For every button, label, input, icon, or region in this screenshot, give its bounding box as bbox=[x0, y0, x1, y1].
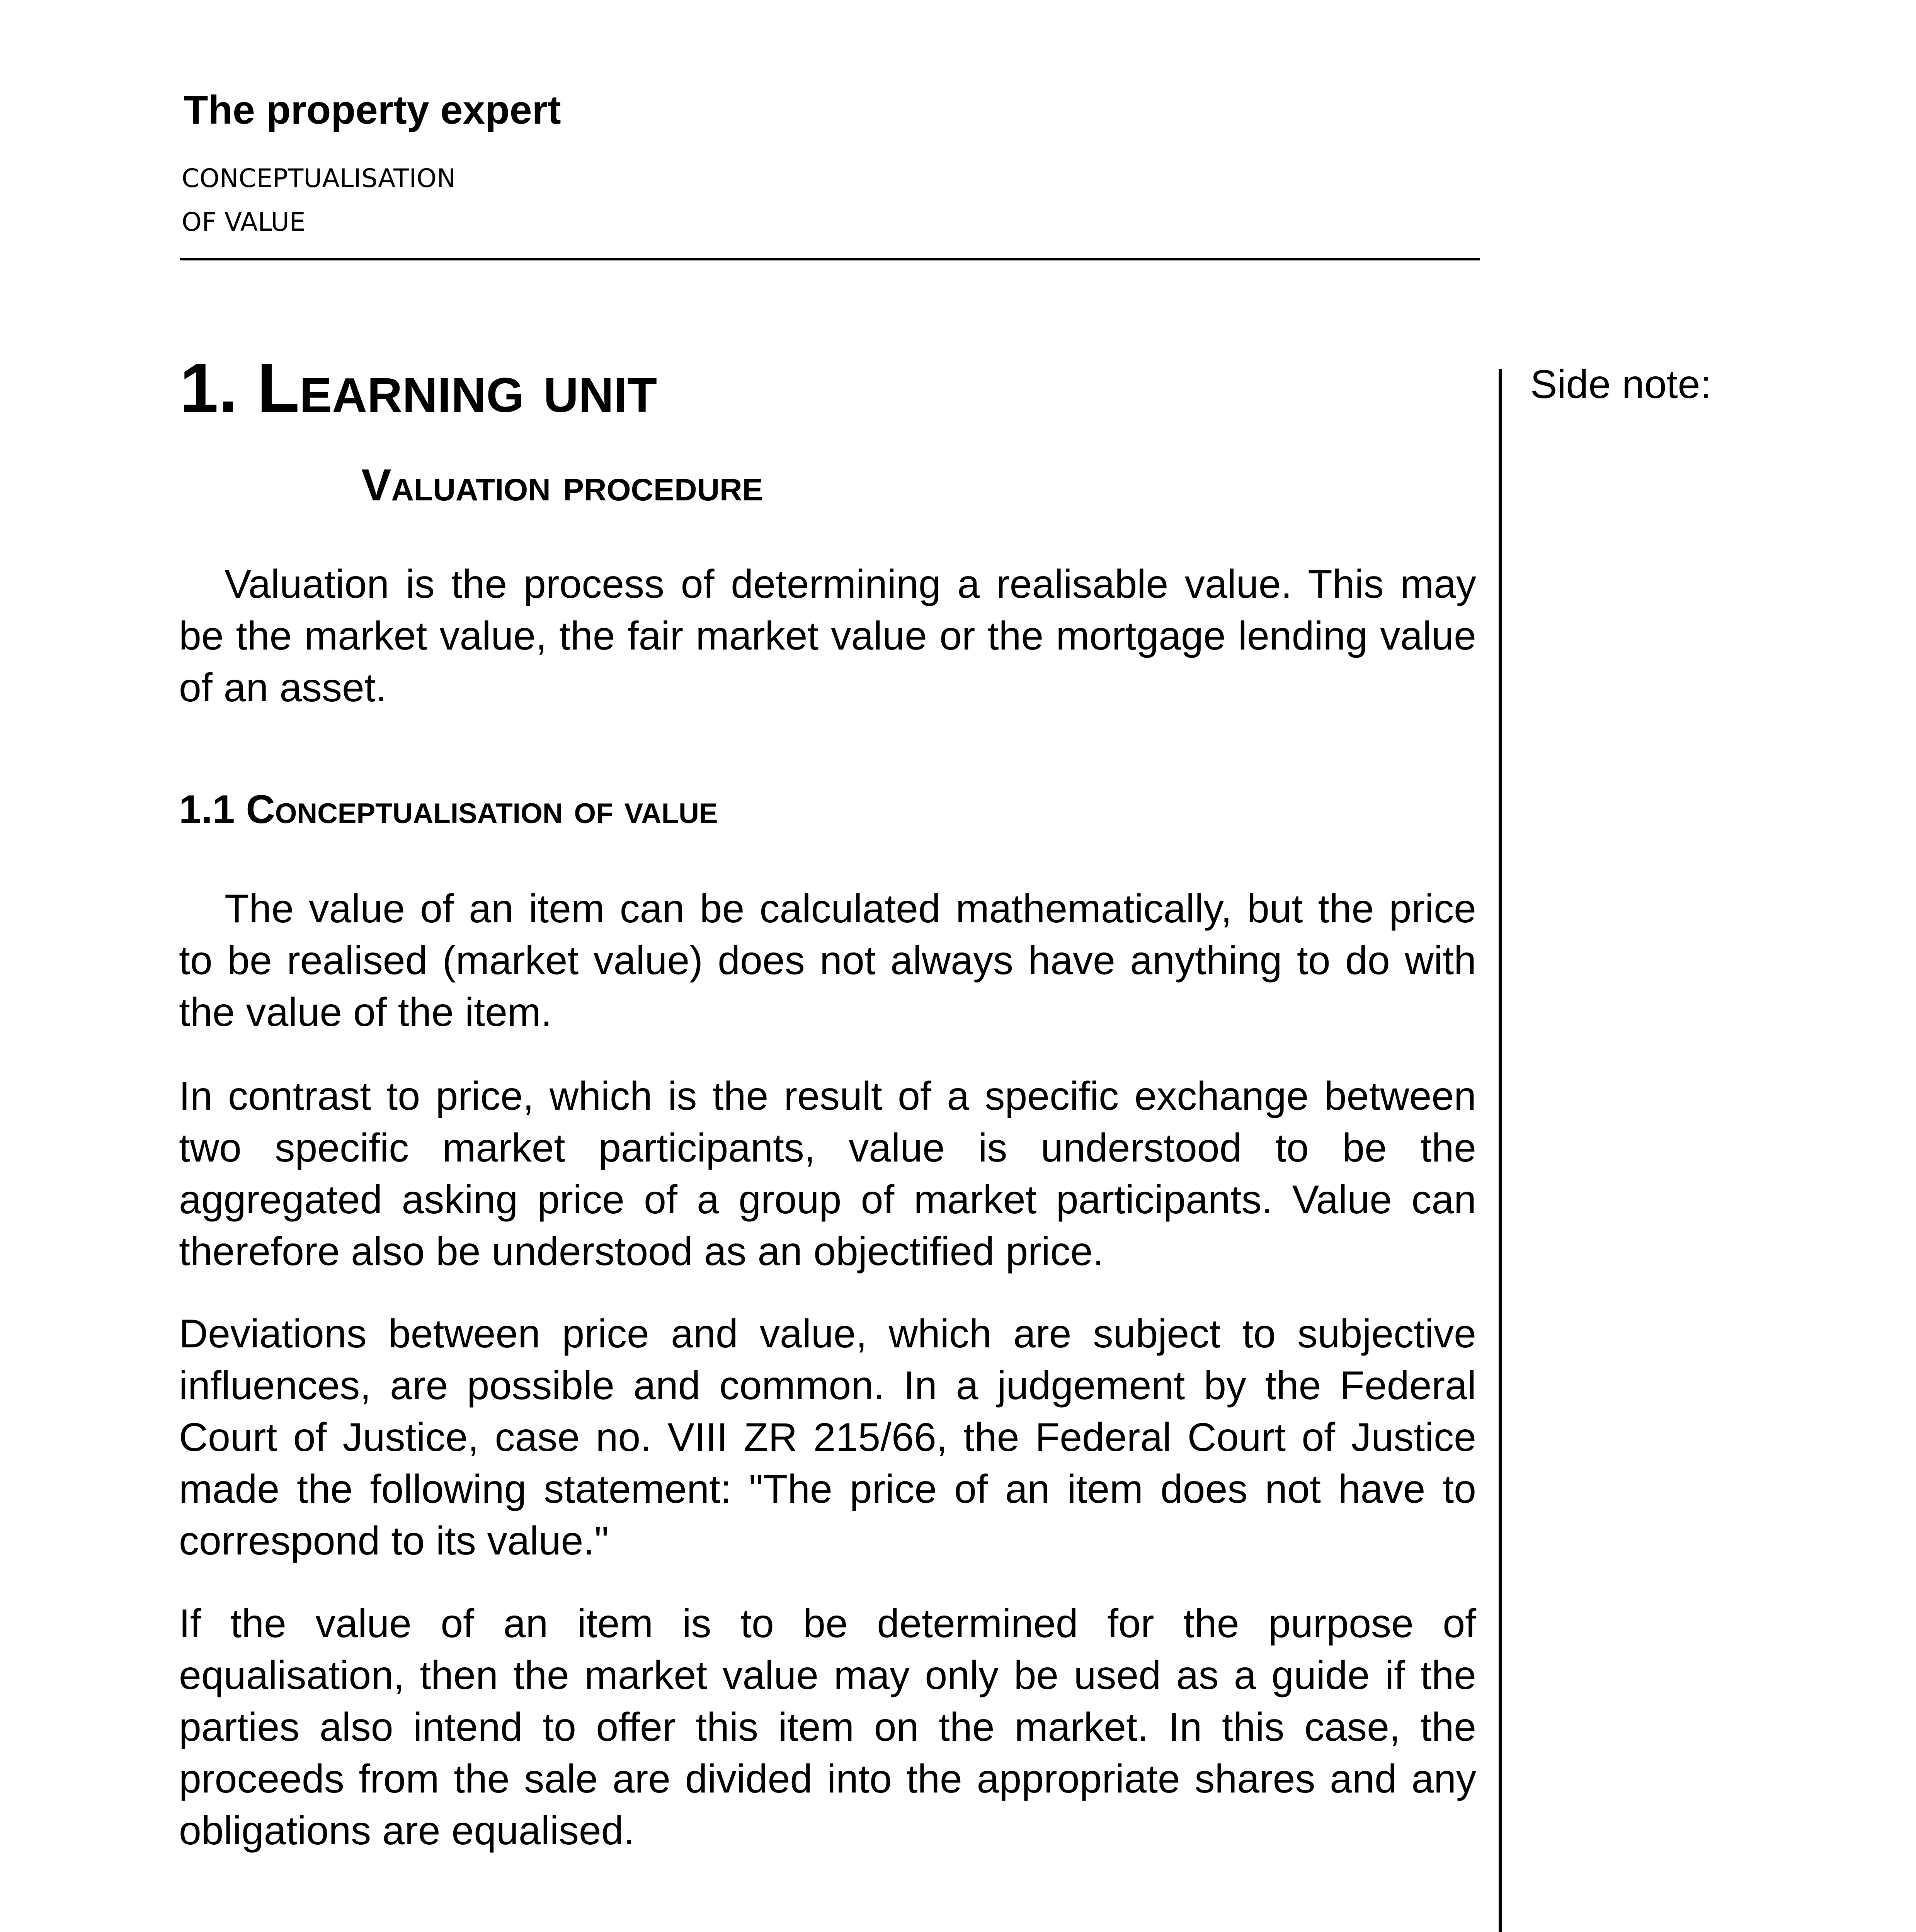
header-title: The property expert bbox=[184, 88, 561, 133]
header-subtitle-line-1: CONCEPTUALISATION bbox=[182, 163, 456, 193]
section-heading: 1.1 Conceptualisation of value bbox=[179, 787, 718, 832]
subsection-number bbox=[179, 1930, 276, 1932]
side-note-label: Side note: bbox=[1530, 362, 1712, 407]
learning-unit-subheading: Valuation procedure bbox=[361, 460, 763, 510]
header-subtitle-line-2: OF VALUE bbox=[182, 207, 306, 237]
section-paragraph-2: In contrast to price, which is the result of a specific exchange between two specific market participants, value is understood to be the aggregated asking price of a group of market participants. Value can therefore also be understood as an objectified price. bbox=[179, 1074, 1476, 1274]
section-paragraph-4: If the value of an item is to be determined for the purpose of equalisation, then the market value may only be used as a guide if the parties also intend to offer this item on the market. In this case, the proceeds from the sale are divided into the appropriate shares and any obligations are equalised. bbox=[179, 1601, 1476, 1853]
subsection-title bbox=[362, 1930, 683, 1932]
side-margin-rule bbox=[1499, 369, 1502, 1932]
section-paragraph-3: Deviations between price and value, which are subject to subjective influences, are possible and common. In a judgement by the Federal Court of Justice, case no. VIII ZR 215/66, the Federal Court of Justice made the following statement: "The price of an item does not have to correspond to its value." bbox=[179, 1311, 1476, 1563]
section-paragraph-1: The value of an item can be calculated mathematically, but the price to be realised (market value) does not always have anything to do with the value of the item. bbox=[179, 886, 1476, 1035]
intro-paragraph: Valuation is the process of determining a realisable value. This may be the market value, the fair market value or the mortgage lending value of an asset. bbox=[179, 562, 1476, 710]
header-divider bbox=[180, 258, 1480, 260]
header-subtitle bbox=[182, 156, 529, 244]
learning-unit-heading: 1. Learning unit bbox=[180, 349, 657, 427]
